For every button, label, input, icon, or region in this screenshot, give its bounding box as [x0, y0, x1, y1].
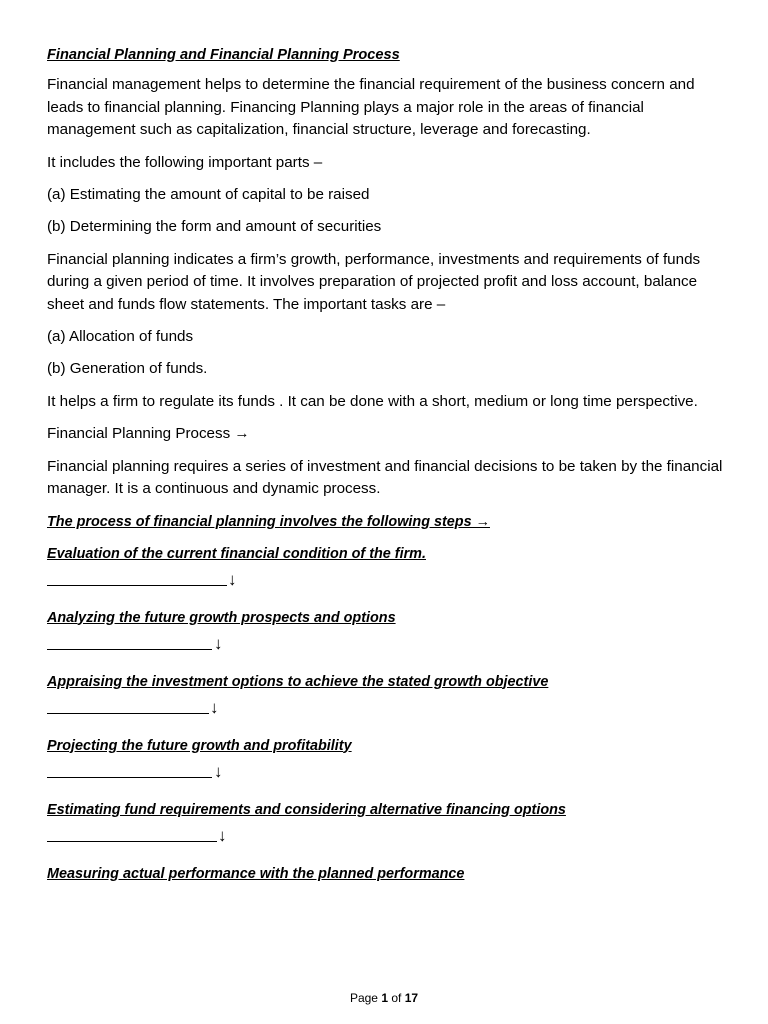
down-arrow-icon: ↓	[214, 761, 223, 781]
document-page	[47, 44, 731, 885]
current-page-number: 1	[381, 991, 388, 1005]
page-footer	[0, 990, 768, 1006]
flow-arrow-4	[47, 757, 731, 799]
step-6: Measuring actual performance with the planned performance	[47, 865, 465, 882]
indicates-paragraph: Financial planning indicates a firm’s growth, performance, investments and requirements of funds during a given period of time. It involves preparation of projected profit and loss account, balance sheet and funds flow statements. The important tasks are –	[47, 250, 701, 313]
down-arrow-icon: ↓	[228, 569, 237, 589]
steps-heading: The process of financial planning involves the following steps →	[47, 513, 490, 530]
down-arrow-icon: ↓	[214, 633, 223, 653]
flow-arrow-5	[47, 821, 731, 863]
step-2: Analyzing the future growth prospects and options	[47, 609, 396, 626]
step-4: Projecting the future growth and profitability	[47, 737, 352, 754]
part-a: (a) Estimating the amount of capital to be raised	[47, 186, 370, 204]
down-arrow-icon: ↓	[210, 697, 219, 717]
down-arrow-icon: ↓	[218, 825, 227, 845]
flow-arrow-3	[47, 693, 731, 735]
part-b: (b) Determining the form and amount of securities	[47, 218, 382, 236]
task-a: (a) Allocation of funds	[47, 328, 194, 346]
page-word: Page	[349, 991, 378, 1005]
flow-arrow-1	[47, 565, 731, 607]
process-heading: Financial Planning Process →	[47, 425, 250, 443]
step-5: Estimating fund requirements and considering alternative financing options	[47, 801, 566, 818]
of-word: of	[391, 991, 402, 1005]
document-title: Financial Planning and Financial Planning Process	[47, 47, 400, 63]
step-1: Evaluation of the current financial condition of the firm.	[47, 545, 426, 562]
intro-paragraph: Financial management helps to determine the financial requirement of the business concern and leads to financial planning. Financing Planning plays a major role in the areas of financial management such as capitalization, financial structure, leverage and forecasting.	[47, 76, 695, 139]
total-page-count: 17	[404, 991, 419, 1005]
step-3: Appraising the investment options to achieve the stated growth objective	[47, 673, 549, 690]
flow-arrow-2	[47, 629, 731, 671]
parts-intro: It includes the following important parts –	[47, 153, 323, 171]
regulate-paragraph: It helps a firm to regulate its funds . It can be done with a short, medium or long time perspective.	[47, 392, 698, 410]
process-description: Financial planning requires a series of investment and financial decisions to be taken by the financial manager. It is a continuous and dynamic process.	[47, 457, 723, 498]
task-b: (b) Generation of funds.	[47, 360, 208, 378]
